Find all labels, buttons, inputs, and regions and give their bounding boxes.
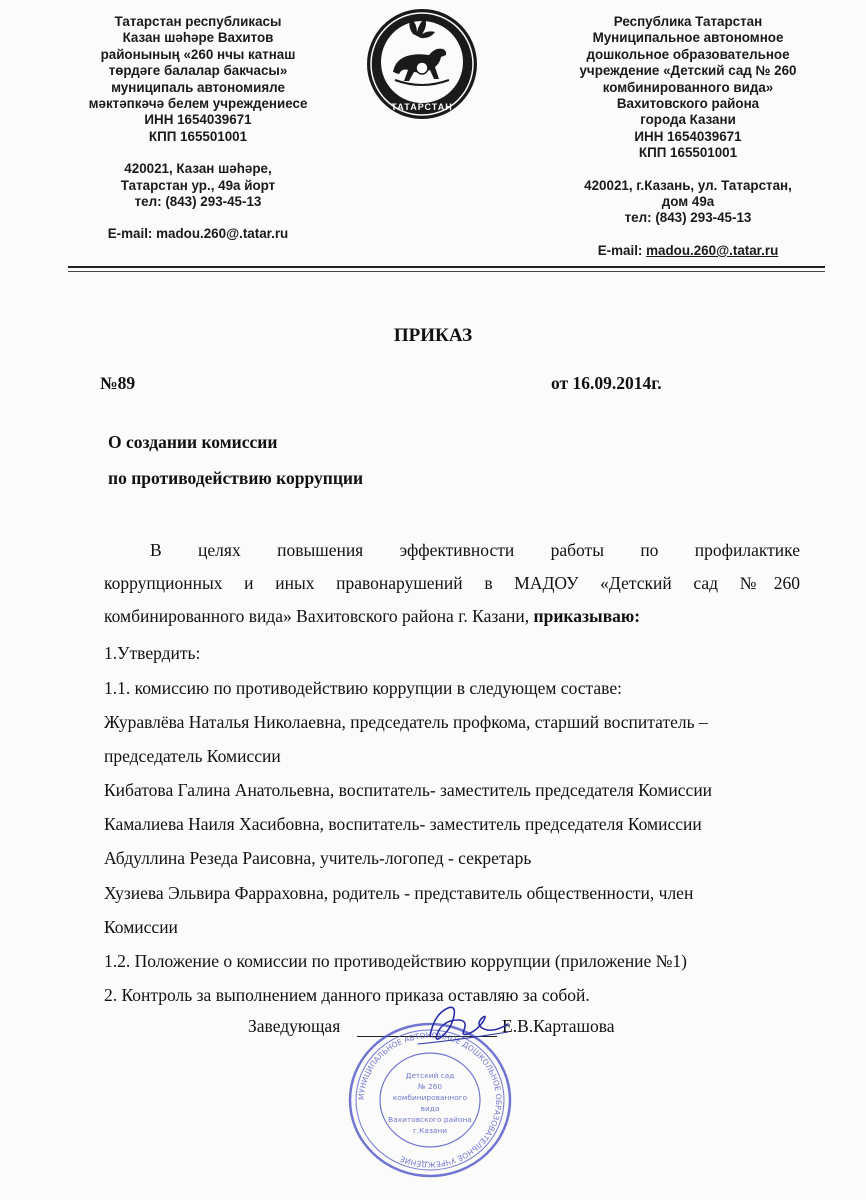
paragraph-line: коррупционных и иных правонарушений в МАДОУ «Детский сад №260 — [104, 573, 800, 593]
order-date: от 16.09.2014г. — [551, 373, 662, 393]
header-left — [62, 14, 334, 243]
emblem-disc — [416, 62, 428, 74]
header-left-email: E-mail: madou.260@.tatar.ru — [107, 226, 289, 242]
member-line: Хузиева Эльвира Фарраховна, родитель - представитель общественности, член — [104, 883, 694, 903]
stamp-center-line: Вахитовского района — [388, 1115, 472, 1124]
header-right-email-label: E-mail: — [597, 242, 643, 258]
header-right-address: 420021, г.Казань, ул. Татарстан, — [584, 177, 792, 193]
subject-line: по противодействию коррупции — [108, 468, 364, 488]
member-line: Журавлёва Наталья Николаевна, председатель профкома, старший воспитатель – — [104, 712, 708, 732]
handwritten-signature — [410, 1000, 520, 1050]
signature-label: Заведующая — [248, 1016, 341, 1036]
item-2: 2. Контроль за выполнением данного приказа оставляю за собой. — [104, 985, 590, 1005]
header-left-line: муниципаль автономияле — [111, 79, 285, 95]
header-left-line: Казан шәһәре Вахитов — [122, 30, 274, 46]
header-right-kpp: КПП 165501001 — [638, 145, 738, 161]
header-left-line: мәктәпкәчә белем учреждениесе — [88, 96, 308, 112]
header-left-phone: тел: (843) 293-45-13 — [134, 194, 262, 210]
header-divider-thin — [68, 271, 825, 272]
stamp-ring-text: МУНИЦИПАЛЬНОЕ АВТОНОМНОЕ ДОШКОЛЬНОЕ ОБРАЗОВАТЕЛЬНОЕ УЧРЕЖДЕНИЕ — [356, 1030, 504, 1170]
header-right-email — [540, 243, 836, 259]
subject-line: О создании комиссии — [108, 432, 278, 452]
stamp-center-line: г.Казани — [412, 1126, 448, 1135]
header-right-line: дошкольное образовательное — [586, 46, 790, 62]
header-left-line: төрдәге балалар бакчасы» — [108, 63, 288, 79]
member-line: Абдуллина Резеда Раисовна, учитель-логопед - секретарь — [104, 848, 532, 868]
member-line: Камалиева Наиля Хасибовна, воспитатель- заместитель председателя Комиссии — [104, 814, 702, 834]
member-line: Кибатова Галина Анатольевна, воспитатель- заместитель председателя Комиссии — [104, 780, 713, 800]
member-line: председатель Комиссии — [104, 746, 281, 766]
stamp-center-line: Детский сад — [405, 1071, 455, 1080]
order-number: №89 — [100, 373, 136, 393]
header-left-kpp: КПП 165501001 — [148, 128, 248, 144]
tatarstan-emblem — [365, 6, 479, 122]
doc-title: ПРИКАЗ — [393, 325, 473, 346]
email-link[interactable]: madou.260@.tatar.ru — [646, 242, 779, 258]
header-right-line: комбинированного вида» — [602, 79, 774, 95]
header-right-inn: ИНН 1654039671 — [634, 128, 742, 144]
paragraph-text: комбинированного вида» Вахитовского района г. Казани, — [104, 606, 534, 626]
header-left-line: районының «260 нчы катнаш — [100, 46, 296, 62]
header-divider — [68, 266, 825, 268]
item-1: 1.Утвердить: — [104, 643, 201, 663]
stamp-center-line: комбинированного — [392, 1093, 468, 1102]
header-right-line: Республика Татарстан — [613, 14, 763, 29]
item-1-2: 1.2. Положение о комиссии по противодействию коррупции (приложение №1) — [104, 951, 687, 971]
paragraph-keyword: приказываю: — [533, 606, 641, 626]
stamp-center-line: № 260 — [417, 1082, 443, 1091]
header-left-inn: ИНН 1654039671 — [144, 112, 252, 128]
header-left-address: Татарстан ур., 49а йорт — [120, 177, 276, 193]
header-right-line: Муниципальное автономное — [592, 30, 784, 46]
header-right-line: Вахитовского района — [616, 96, 760, 112]
signatory-name: Е.В.Карташова — [502, 1016, 615, 1036]
emblem-caption: ТАТАРСТАН — [391, 102, 453, 112]
paragraph-line: В целях повышения эффективности работы по профилактике — [150, 540, 800, 560]
header-right-address: дом 49а — [661, 194, 715, 210]
header-right-phone: тел: (843) 293-45-13 — [624, 210, 752, 226]
header-right — [540, 14, 836, 259]
header-left-line: Татарстан республикасы — [114, 14, 282, 29]
header-right-line: города Казани — [640, 112, 736, 128]
paragraph-line — [104, 606, 640, 627]
header-left-address: 420021, Казан шәһәре, — [124, 161, 272, 177]
member-line: Комиссии — [104, 917, 178, 937]
item-1-1: 1.1. комиссию по противодействию коррупции в следующем составе: — [104, 678, 622, 698]
header-right-line: учреждение «Детский сад № 260 — [579, 63, 797, 79]
stamp-center-line: вида — [420, 1104, 440, 1113]
